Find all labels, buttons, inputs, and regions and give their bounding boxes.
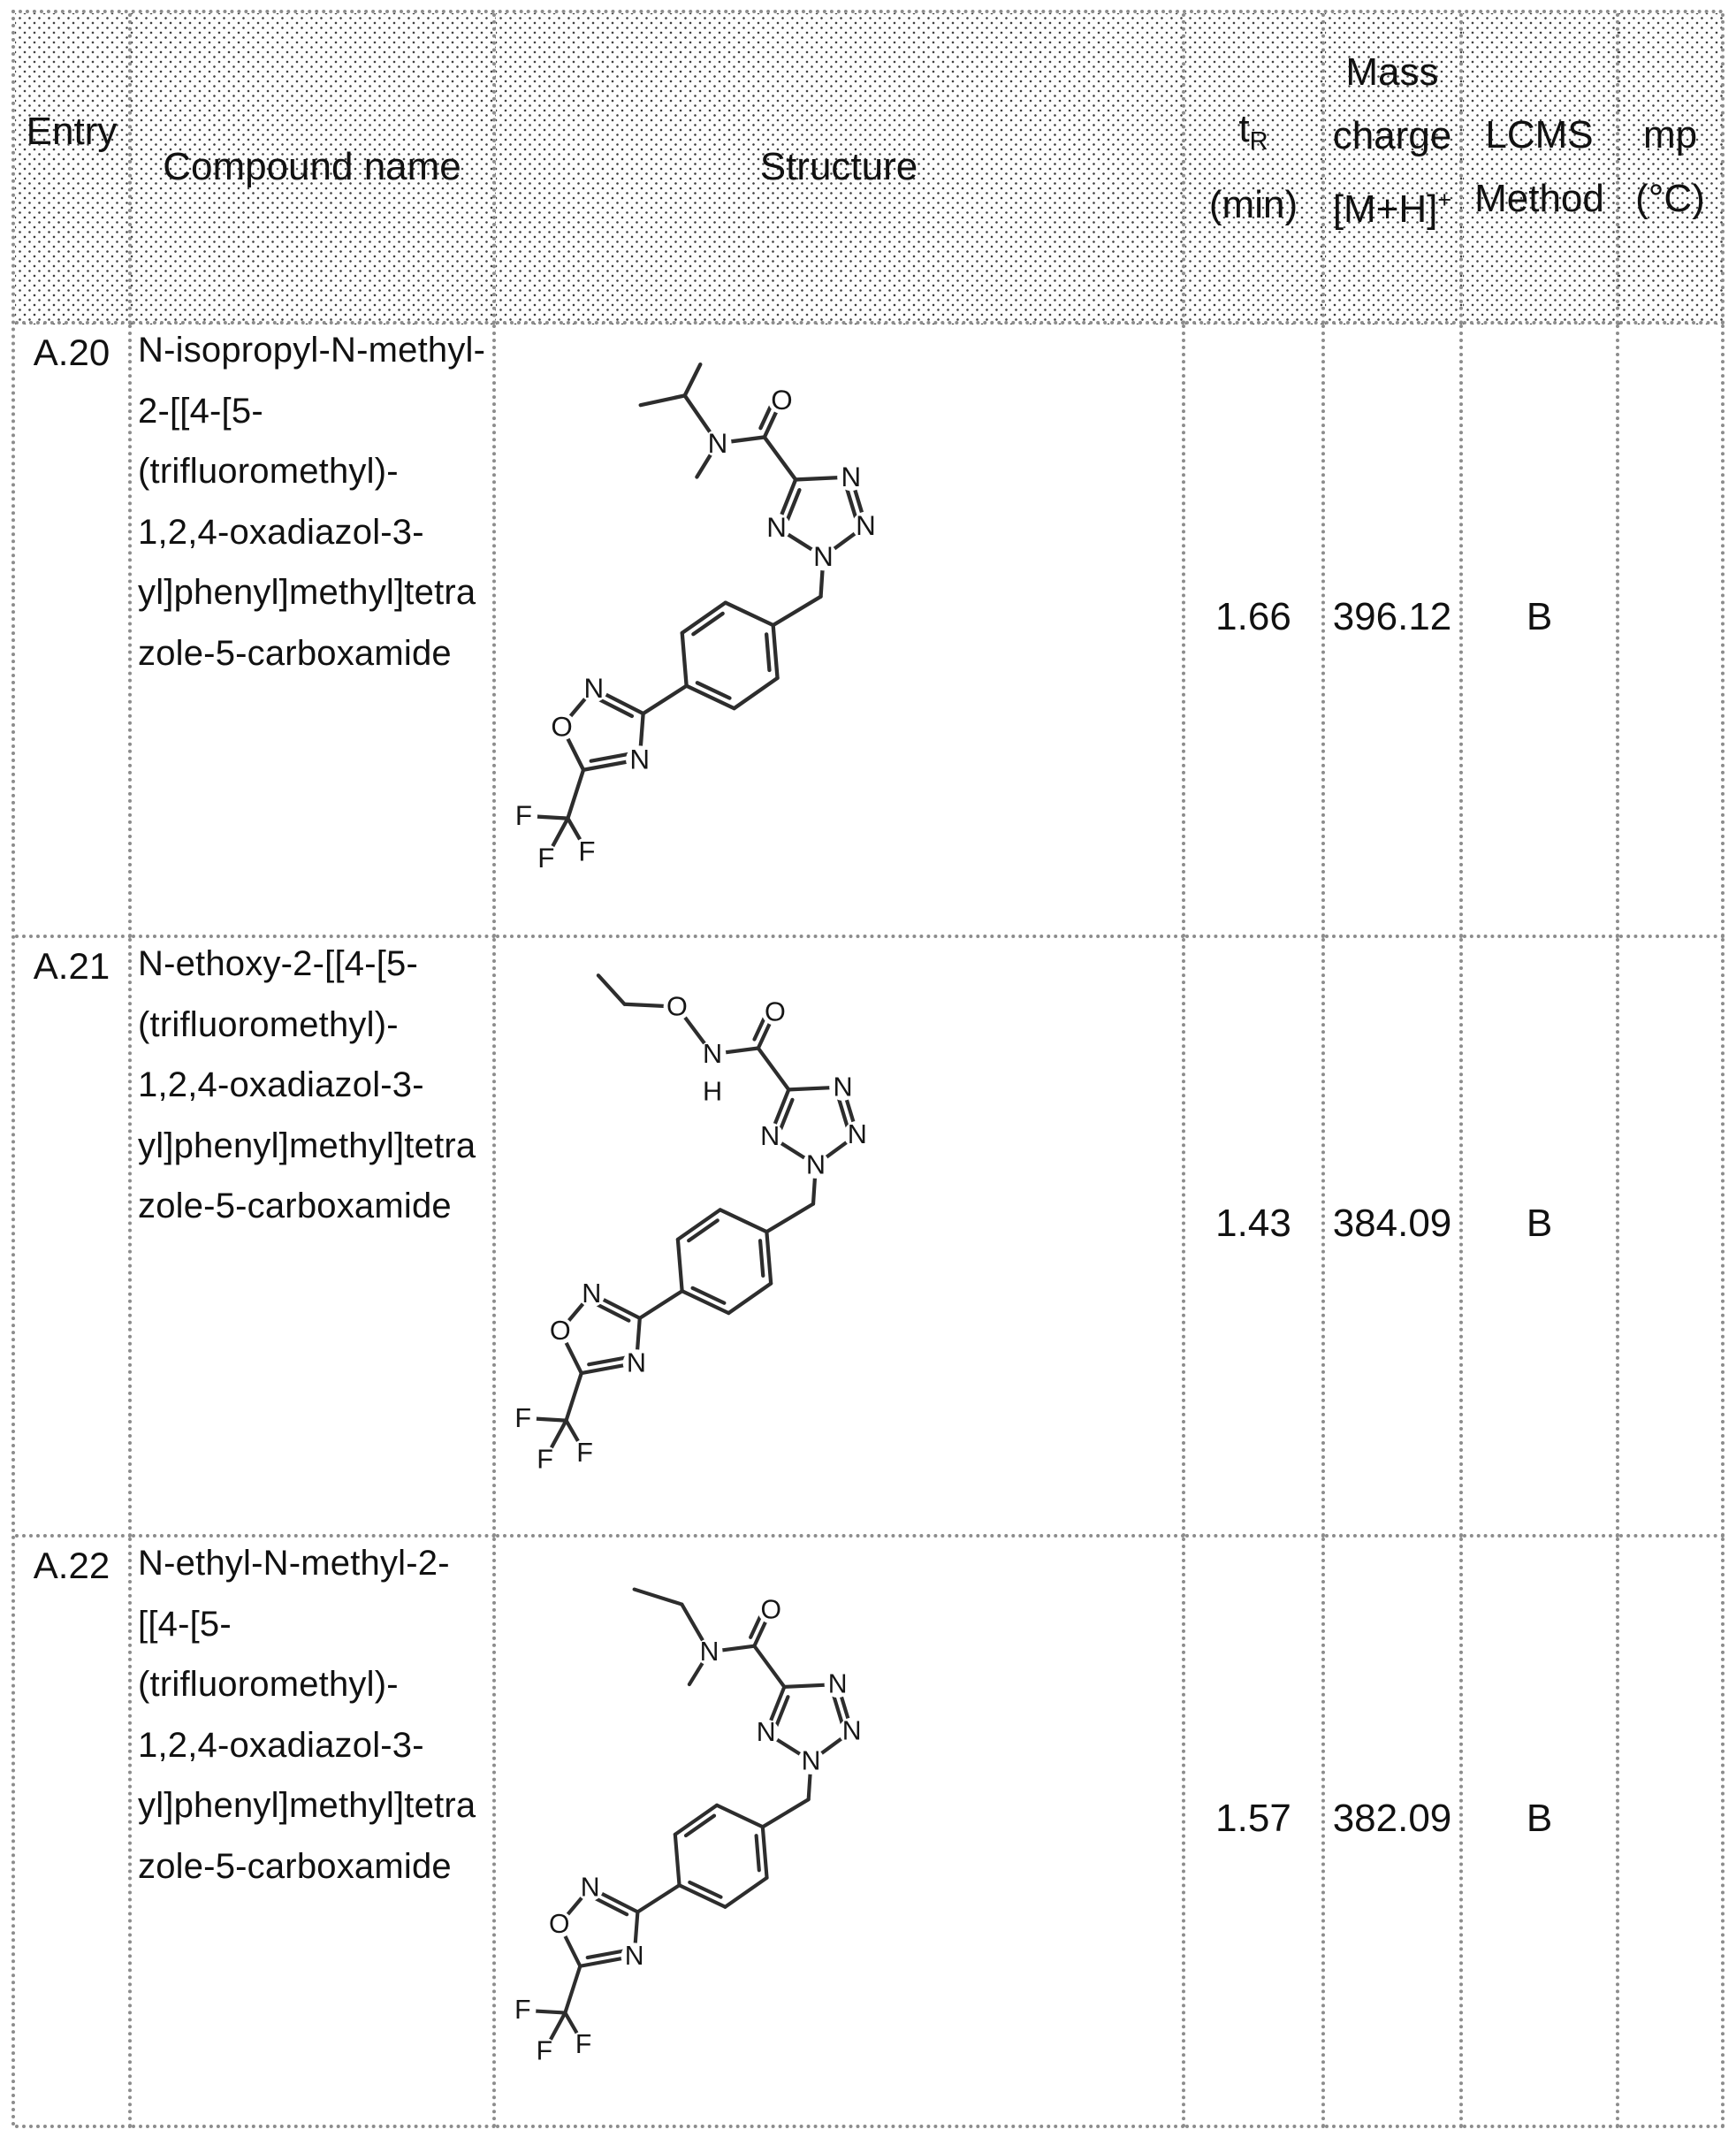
row-a20-lcms-cell [1463,324,1619,938]
mass-ion-superscript: + [1437,186,1452,213]
svg-text:N: N [760,1121,780,1152]
header-mass-line2: charge [1332,113,1452,157]
tr-value: 1.57 [1215,1797,1291,1840]
structure-drawing-a21 [498,940,1180,1532]
row-a21-tr-cell [1185,938,1325,1538]
row-a22-tr-cell [1185,1538,1325,2128]
header-mass-ion [1333,168,1452,241]
svg-text:F: F [575,2029,592,2059]
header-structure [496,13,1185,324]
row-a21-entry-cell [15,938,132,1538]
header-entry [15,13,132,324]
svg-text:F: F [514,800,532,832]
row-a22-entry-cell [15,1538,132,2128]
header-tr [1185,13,1325,324]
compound-name: N-ethyl-N-methyl-2- [[4-[5- (trifluoromethyl)- 1,2,4-oxadiazol-3- yl]phenyl]methyl]tetra zole-5-carboxamide [138,1544,476,1886]
lcms-method-value: B [1526,1202,1553,1245]
row-a22-mp-cell [1619,1538,1725,2128]
header-mass-charge [1325,13,1463,324]
svg-text:H: H [703,1076,723,1107]
header-mp-label: mp (°C) [1635,113,1705,220]
row-a21-mass-cell [1325,938,1463,1538]
lcms-method-value: B [1526,1797,1553,1840]
svg-text:F: F [576,1438,593,1469]
lcms-method-value: B [1526,595,1553,638]
svg-text:F: F [514,1402,532,1433]
svg-text:N: N [827,1669,848,1699]
structure-drawing-a22 [498,1539,1180,2123]
entry-value: A.21 [33,945,110,987]
header-lcms-method [1463,13,1619,324]
svg-text:N: N [841,1716,862,1746]
svg-text:N: N [629,744,651,775]
row-a21-mp-cell [1619,938,1725,1538]
svg-text:O: O [771,384,793,416]
row-a21-lcms-cell [1463,938,1619,1538]
svg-text:N: N [626,1347,647,1378]
svg-text:N: N [801,1746,821,1776]
header-mp [1619,13,1725,324]
svg-text:F: F [578,836,596,867]
svg-text:O: O [666,991,688,1022]
svg-text:N: N [580,1873,600,1903]
svg-text:N: N [699,1637,720,1667]
entry-value: A.22 [33,1545,110,1586]
mass-value: 382.09 [1332,1797,1452,1840]
compound-name: N-isopropyl-N-methyl- 2-[[4-[5- (trifluoromethyl)- 1,2,4-oxadiazol-3- yl]phenyl]methyl]tetra zole-5-carboxamide [138,331,486,673]
header-mass-block [1333,41,1452,241]
tr-subscript: R [1249,127,1268,156]
row-a22-name-cell [132,1538,496,2128]
svg-text:N: N [756,1718,776,1748]
svg-text:F: F [514,1996,531,2026]
header-lcms-label: LCMS Method [1474,113,1604,220]
row-a20-tr-cell [1185,324,1325,938]
svg-text:N: N [833,1072,853,1103]
svg-text:N: N [813,541,834,573]
structure-drawing-a20 [498,326,1180,933]
row-a20-name-cell [132,324,496,938]
tr-base: t [1238,107,1250,150]
header-entry-label: Entry [26,110,118,153]
svg-text:N: N [624,1941,644,1971]
svg-text:N: N [582,1278,602,1309]
svg-text:N: N [703,1039,723,1070]
svg-text:N: N [707,427,728,459]
row-a20-structure-cell [496,324,1185,938]
row-a22-lcms-cell [1463,1538,1619,2128]
compound-name: N-ethoxy-2-[[4-[5- (trifluoromethyl)- 1,2,4-oxadiazol-3- yl]phenyl]methyl]tetra zole-5-carboxamide [138,944,476,1225]
tr-value: 1.66 [1215,595,1291,638]
mass-value: 396.12 [1332,595,1452,638]
svg-text:N: N [847,1119,867,1150]
row-a21-structure-cell [496,938,1185,1538]
row-a20-mass-cell [1325,324,1463,938]
row-a20-entry-cell [15,324,132,938]
header-structure-label: Structure [759,145,918,188]
svg-text:N: N [583,673,605,705]
mass-value: 384.09 [1332,1202,1452,1245]
svg-text:N: N [856,509,876,541]
svg-text:O: O [549,1910,570,1940]
row-a20-mp-cell [1619,324,1725,938]
svg-text:N: N [805,1149,826,1180]
row-a22-mass-cell [1325,1538,1463,2128]
svg-text:O: O [760,1595,781,1625]
svg-text:F: F [537,1444,553,1475]
header-mass-line1: Mass [1345,50,1439,94]
entry-value: A.20 [33,332,110,373]
row-a21-name-cell [132,938,496,1538]
svg-text:N: N [841,462,862,493]
svg-text:O: O [765,996,786,1027]
compounds-table [11,10,1725,2128]
tr-value: 1.43 [1215,1202,1291,1245]
svg-text:F: F [536,2036,553,2066]
mass-ion-base: [M+H] [1332,187,1438,231]
row-a22-structure-cell [496,1538,1185,2128]
svg-text:N: N [766,511,787,543]
svg-text:F: F [537,843,555,874]
svg-text:O: O [549,1316,571,1347]
header-compound-name [132,13,496,324]
header-tr-symbol [1238,97,1268,173]
header-tr-unit: (min) [1208,183,1298,226]
header-compound-name-label: Compound name [163,145,461,188]
svg-text:O: O [551,711,573,743]
